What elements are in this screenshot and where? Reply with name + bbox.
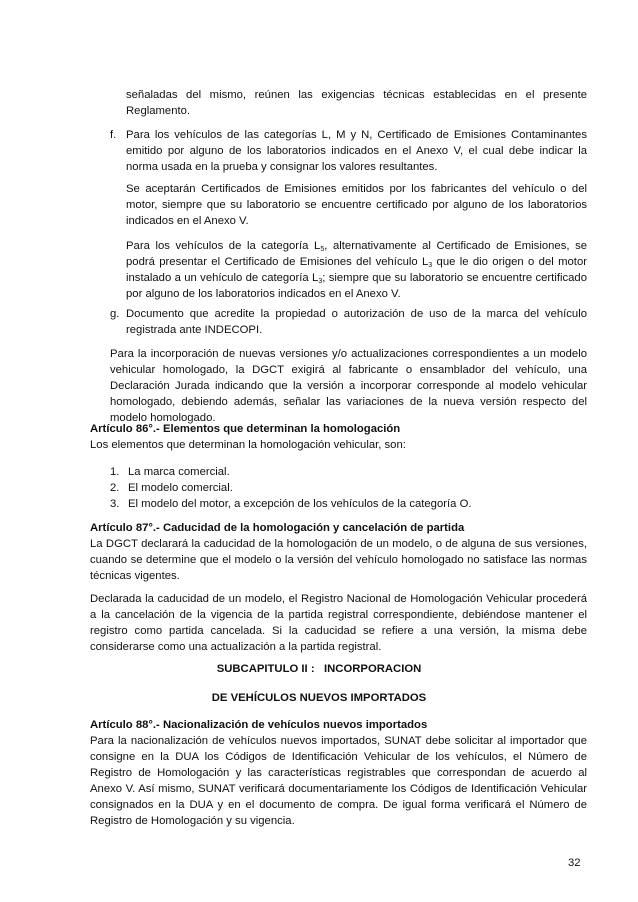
article-86-intro: Los elementos que determinan la homologación vehicular, son: xyxy=(90,439,406,451)
subscript-3: 3 xyxy=(318,278,323,285)
article-88-paragraph: Para la nacionalización de vehículos nuevos importados, SUNAT debe solicitar al importador que consigne en la DUA los Códigos de Identificación Vehicular de los vehículos, el Número de Registro de Homologación y las características registrables que correspondan de acuerdo al Anexo V. Así mismo, SUNAT verificará documentariamente los Códigos de Identificación Vehicular consignados en la DUA y en el documento de compra. De igual forma verificará el Número de Registro de Homologación y su vigencia. xyxy=(90,735,587,827)
page-number: 32 xyxy=(568,857,581,869)
subchapter-heading-line-2: DE VEHÍCULOS NUEVOS IMPORTADOS xyxy=(211,692,427,704)
continued-paragraph: señaladas del mismo, reúnen las exigencias técnicas establecidas en el presente Reglamento. xyxy=(126,89,587,117)
subchapter-heading-line-1: SUBCAPITULO II : INCORPORACION xyxy=(216,663,422,675)
item-f-paragraph-3: Para los vehículos de la categoría $L_5$, alternativamente al Certificado de Emisiones, se podrá presentar el Certificado de Emisiones del vehículo $L_3$ que le dio origen o del motor instalado a un vehículo de categoría $L_3$; siempre que su laboratorio se encuentre certificado por alguno de los laboratorios indicados en el Anexo V. xyxy=(126,240,588,300)
item-f-letter: f. xyxy=(110,129,117,141)
subscript-2: 3 xyxy=(428,262,433,269)
article-88-title: Artículo 88°.- Nacionalización de vehículos nuevos importados xyxy=(90,719,428,731)
item-g-letter: g. xyxy=(110,308,120,320)
article-87-paragraph-1: La DGCT declarará la caducidad de la homologación de un modelo, o de alguna de sus versiones, cuando se determine que el modelo o la versión del vehículo homologado no satisface las normas técnicas vigentes. xyxy=(90,538,587,582)
item-g-paragraph: Documento que acredite la propiedad o autorización de uso de la marca del vehículo registrada ante INDECOPI. xyxy=(126,308,587,336)
article-87-title: Artículo 87°.- Caducidad de la homologación y cancelación de partida xyxy=(90,522,465,534)
subscript-1: 5 xyxy=(320,246,325,253)
item-f-paragraph-2: Se aceptarán Certificados de Emisiones emitidos por los fabricantes del vehículo o del motor, siempre que su laboratorio se encuentre certificado por alguno de los laboratorios indicados en el Anexo V. xyxy=(126,183,587,227)
incorporation-paragraph: Para la incorporación de nuevas versiones y/o actualizaciones correspondientes a un modelo vehicular homologado, la DGCT exigirá al fabricante o ensamblador del vehículo, una Declaración Jurada indicando que la versión a incorporar corresponde al modelo vehicular homologado, debiendo además, señalar las variaciones de la nueva versión respecto del modelo homologado. xyxy=(110,348,587,424)
article-86-title: Artículo 86°.- Elementos que determinan la homologación xyxy=(90,423,401,435)
item-f-paragraph-1: Para los vehículos de las categorías L, M y N, Certificado de Emisiones Contaminantes emitido por alguno de los laboratorios indicados en el Anexo V, el cual debe indicar la norma usada en la prueba y consignar los valores resultantes. xyxy=(126,129,587,173)
article-87-paragraph-2: Declarada la caducidad de un modelo, el Registro Nacional de Homologación Vehicular procederá a la cancelación de la vigencia de la partida registral correspondiente, debiéndose mantener el registro como partida cancelada. Si la caducidad se refiere a una versión, la misma debe considerarse como una actualización a la partida registral. xyxy=(90,593,587,653)
document-page: señaladas del mismo, reúnen las exigencias técnicas establecidas en el presente Reglamento. f. Para los vehículos de las categorías L, M y N, Certificado de Emisiones Contaminantes emitido por alguno de los laboratorios indicados en el Anexo V, el cual debe indicar la norma usada en la prueba y consignar los valores resultantes. Se aceptarán Certificados de Emisiones emitidos por los fabricantes del vehículo o del motor, siempre que su laboratorio se encuentre certificado por alguno de los laboratorios indicados en el Anexo V. Para los vehículos de la categoría $L_5$, alternativamente al Certificado de Emisiones, se podrá presentar el Certificado de Emisiones del vehículo $L_3$ que le dio origen o del motor instalado a un vehículo de categoría $L_3$; siempre que su laboratorio se encuentre certificado por alguno de los laboratorios indicados en el Anexo V. g. Documento que acredite la propiedad o autorización de uso de la marca del vehículo registrada ante INDECOPI. Para la incorporación de nuevas versiones y/o actualizaciones correspondientes a un modelo vehicular homologado, la DGCT exigirá al fabricante o ensamblador del vehículo, una Declaración Jurada indicando que la versión a incorporar corresponde al modelo vehicular homologado, debiendo además, señalar las variaciones de la nueva versión respecto del modelo homologado. Artículo 86°.- Elementos que determinan la homologación Los elementos que determinan la homologación vehicular, son: 1. La marca comercial. 2. El modelo comercial. 3. El modelo del motor, a excepción de los vehículos de la categoría O. Artículo 87°.- Caducidad de la homologación y cancelación de partida La DGCT declarará la caducidad de la homologación de un modelo, o de alguna de sus versiones, cuando se determine que el modelo o la versión del vehículo homologado no satisface las normas técnicas vigentes. Declarada la caducidad de un modelo, el Registro Nacional de Homologación Vehicular procederá a la cancelación de la vigencia de la partida registral correspondiente, debiéndose mantener el registro como partida cancelada. Si la caducidad se refiere a una versión, la misma debe considerarse como una actualización a la partida registral. SUBCAPITULO II : INCORPORACION DE VEHÍCULOS NUEVOS IMPORTADOS Artículo 88°.- Nacionalización de vehículos nuevos importados Para la nacionalización de vehículos nuevos importados, SUNAT debe solicitar al importador que consigne en la DUA los Códigos de Identificación Vehicular de los vehículos, el Número de Registro de Homologación y las características registrables que correspondan de acuerdo al Anexo V. Así mismo, SUNAT verificará documentariamente los Códigos de Identificación Vehicular consignados en la DUA y en el documento de compra. De igual forma verificará el Número de Registro de Homologación y su vigencia. 32 xyxy=(0,0,638,902)
